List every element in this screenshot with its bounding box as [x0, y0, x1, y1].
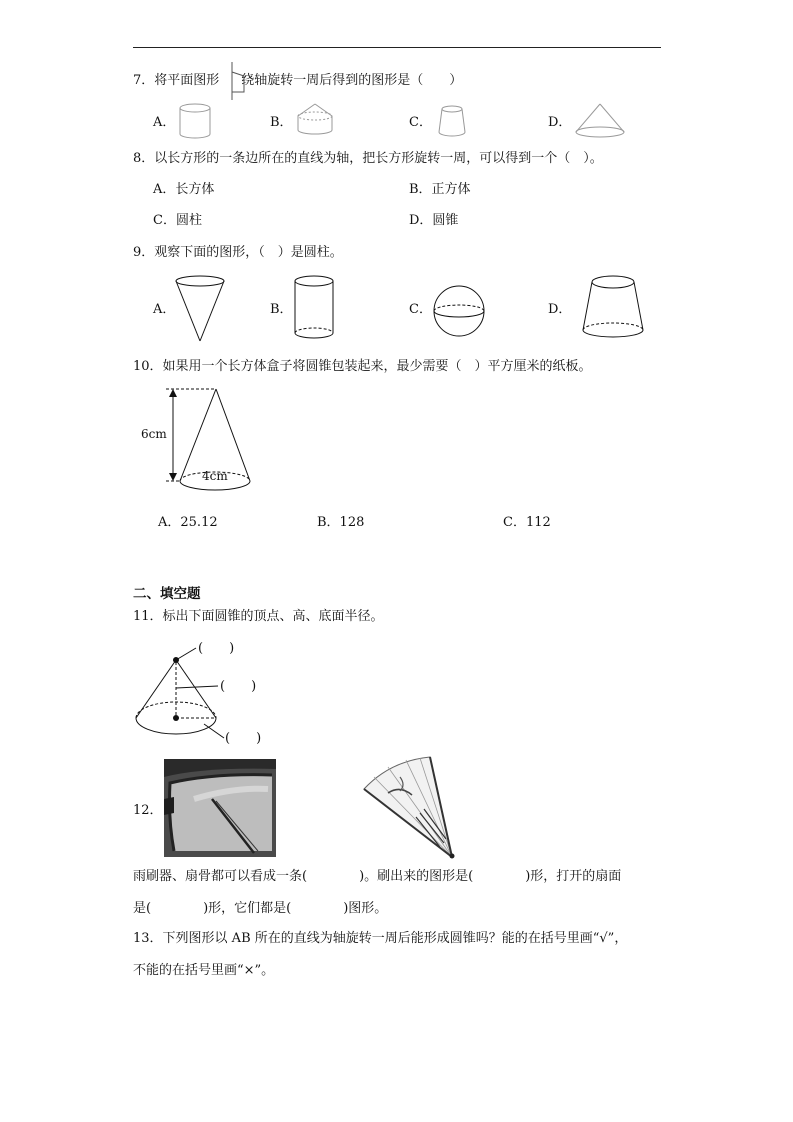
- q7-cone-icon: [574, 102, 626, 140]
- windshield-wiper-photo: [164, 759, 276, 857]
- q8-option-c: C．圆柱: [153, 213, 202, 228]
- q9-frustum-icon: [580, 274, 650, 344]
- q13-line2: 不能的在括号里画“×”。: [133, 963, 275, 978]
- q8-option-b: B．正方体: [409, 182, 471, 197]
- q7-cylinder-icon: [178, 102, 214, 138]
- q10-height-label: 6cm: [141, 427, 167, 441]
- q7-option-c: C．: [409, 115, 432, 130]
- question-11: 11．标出下面圆锥的顶点、高、底面半径。: [133, 609, 384, 624]
- q8-option-a: A．长方体: [153, 182, 215, 197]
- q9-inverted-cone-icon: [174, 275, 228, 345]
- header-rule: [133, 47, 661, 48]
- section-title-fill-in: 二、填空题: [133, 586, 201, 602]
- q9-cylinder-icon: [292, 275, 338, 343]
- question-12-number: 12．: [133, 803, 163, 818]
- q11-blank-vertex: ( ): [198, 641, 235, 656]
- q12-line2: 是( )形，它们都是( )图形。: [133, 901, 388, 916]
- q9-sphere-icon: [432, 284, 488, 340]
- q7-option-a: A．: [153, 115, 176, 130]
- folding-fan-photo: [360, 755, 470, 860]
- q10-option-b: B．128: [317, 515, 365, 530]
- q11-blank-height: ( ): [220, 679, 257, 694]
- question-9: 9．观察下面的图形，（ ）是圆柱。: [133, 245, 343, 260]
- q7-frustum-icon: [436, 104, 468, 140]
- q9-option-b: B．: [270, 302, 293, 317]
- q9-option-d: D．: [548, 302, 572, 317]
- q9-option-c: C．: [409, 302, 432, 317]
- q11-blank-radius: ( ): [225, 731, 262, 746]
- q7-option-b: B．: [270, 115, 293, 130]
- q7-cone-on-cylinder-icon: [294, 102, 338, 138]
- q10-option-c: C．112: [503, 515, 551, 530]
- q7-prefix: 7．将平面图形: [133, 73, 220, 88]
- question-7: [133, 73, 462, 89]
- q9-option-a: A．: [153, 302, 176, 317]
- q10-base-label: 4cm: [202, 469, 228, 483]
- question-10: 10．如果用一个长方体盒子将圆锥包装起来，最少需要（ ）平方厘米的纸板。: [133, 359, 592, 374]
- q10-option-a: A．25.12: [158, 515, 218, 530]
- q8-option-d: D．圆锥: [409, 213, 459, 228]
- question-8: 8．以长方形的一条边所在的直线为轴，把长方形旋转一周，可以得到一个（ ）。: [133, 151, 603, 166]
- q7-suffix: 绕轴旋转一周后得到的图形是（ ）: [241, 73, 463, 88]
- q7-option-d: D．: [548, 115, 572, 130]
- q12-line1: 雨刷器、扇骨都可以看成一条( )。刷出来的图形是( )形，打开的扇面: [133, 869, 622, 884]
- q7-plane-figure-icon: [226, 62, 250, 102]
- q13-line1: 13．下列图形以 AB 所在的直线为轴旋转一周后能形成圆锥吗？能的在括号里画“√”，: [133, 931, 628, 946]
